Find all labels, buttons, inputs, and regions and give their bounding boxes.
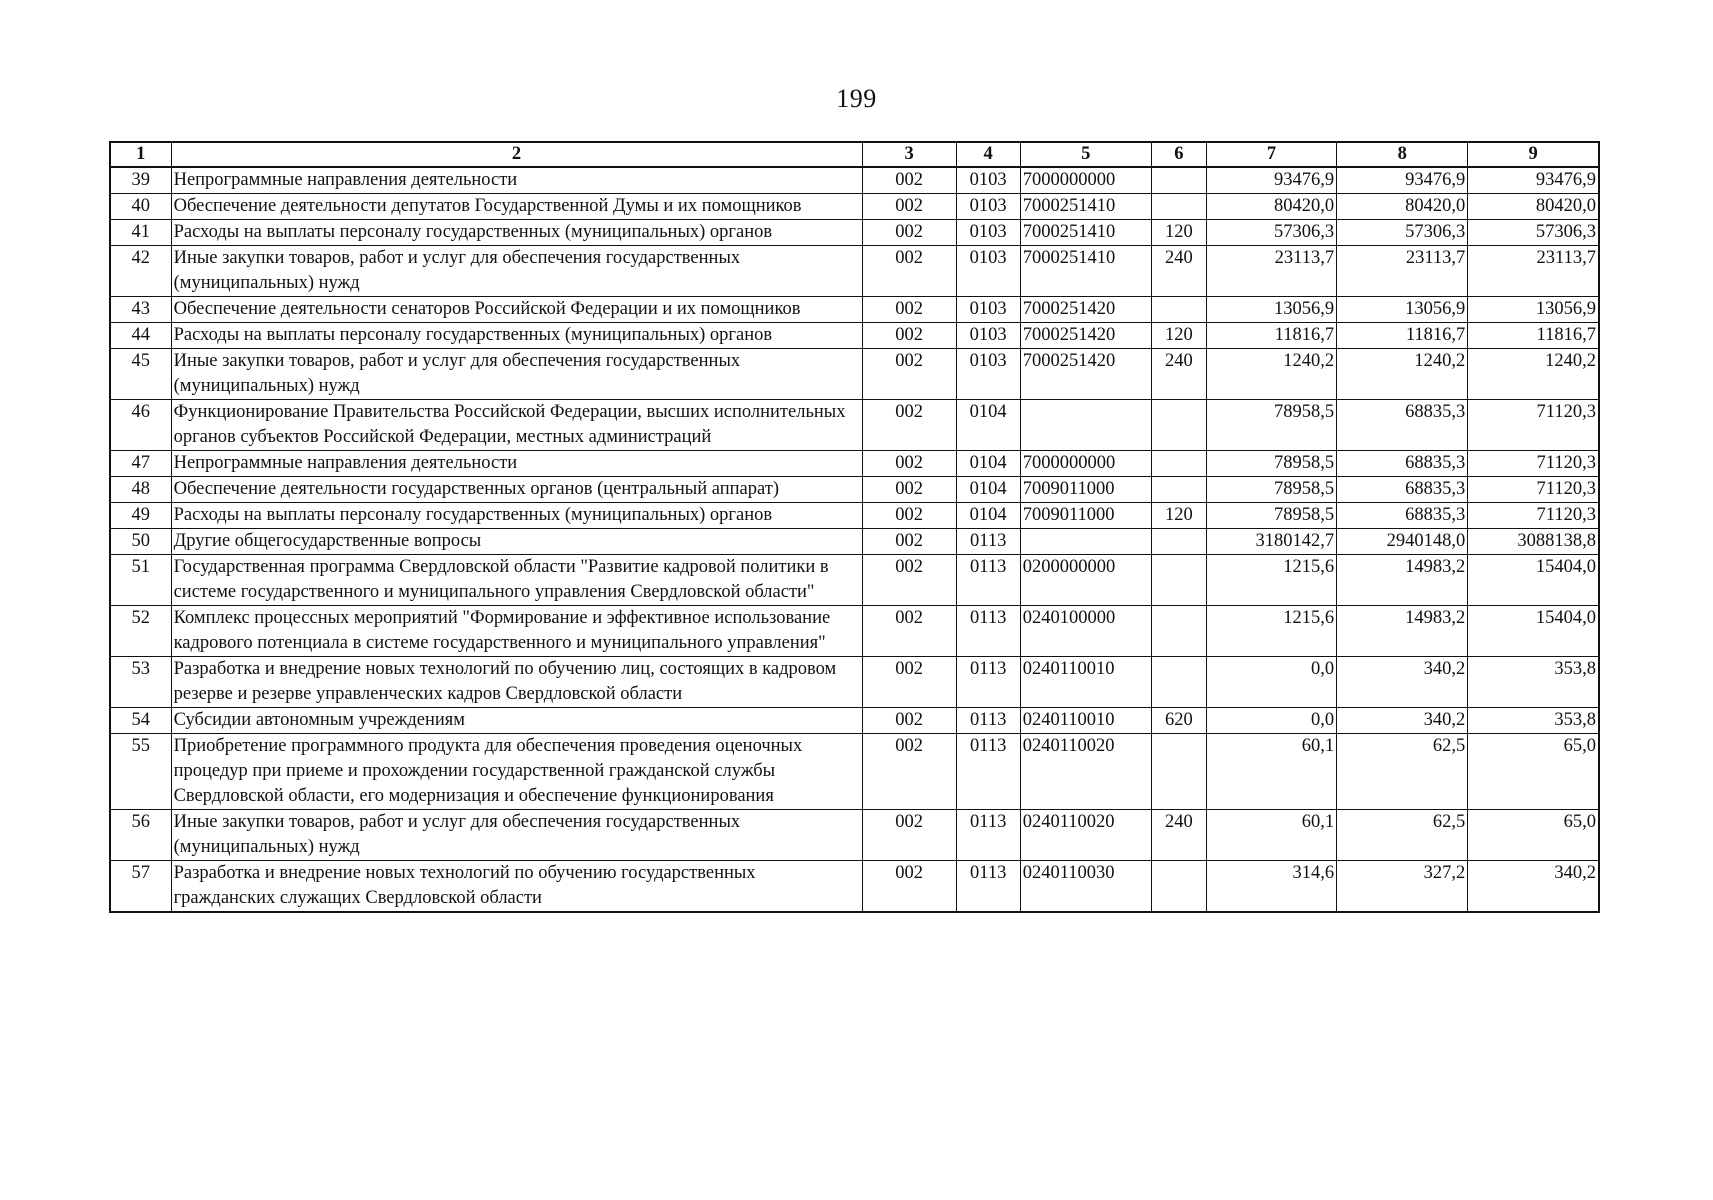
section-code: 0104 [956, 451, 1020, 477]
item-name: Субсидии автономным учреждениям [171, 708, 862, 734]
amount-col-8: 80420,0 [1337, 194, 1468, 220]
ministry-code: 002 [862, 400, 956, 451]
item-name: Расходы на выплаты персоналу государственных (муниципальных) органов [171, 323, 862, 349]
amount-col-7: 0,0 [1206, 657, 1336, 708]
ministry-code: 002 [862, 246, 956, 297]
amount-col-9: 15404,0 [1468, 606, 1599, 657]
target-article-code: 0240110010 [1020, 657, 1151, 708]
amount-col-9: 71120,3 [1468, 451, 1599, 477]
column-header: 1 [110, 142, 171, 167]
amount-col-9: 13056,9 [1468, 297, 1599, 323]
amount-col-8: 68835,3 [1337, 400, 1468, 451]
section-code: 0113 [956, 861, 1020, 913]
item-name: Комплекс процессных мероприятий "Формирование и эффективное использование кадрового потенциала в системе государственного и муниципального управления" [171, 606, 862, 657]
amount-col-8: 14983,2 [1337, 555, 1468, 606]
amount-col-9: 93476,9 [1468, 167, 1599, 194]
target-article-code: 0200000000 [1020, 555, 1151, 606]
table-row [110, 349, 1599, 400]
row-number: 47 [110, 451, 171, 477]
column-header: 5 [1020, 142, 1151, 167]
column-header: 3 [862, 142, 956, 167]
expense-type-code [1151, 297, 1206, 323]
ministry-code: 002 [862, 861, 956, 913]
target-article-code: 0240100000 [1020, 606, 1151, 657]
target-article-code: 7000251420 [1020, 349, 1151, 400]
amount-col-8: 68835,3 [1337, 503, 1468, 529]
item-name: Непрограммные направления деятельности [171, 451, 862, 477]
table-row [110, 297, 1599, 323]
target-article-code: 0240110020 [1020, 810, 1151, 861]
table-row [110, 167, 1599, 194]
section-code: 0113 [956, 657, 1020, 708]
amount-col-9: 15404,0 [1468, 555, 1599, 606]
target-article-code: 7000251420 [1020, 323, 1151, 349]
item-name: Обеспечение деятельности государственных органов (центральный аппарат) [171, 477, 862, 503]
ministry-code: 002 [862, 349, 956, 400]
section-code: 0103 [956, 194, 1020, 220]
table-row [110, 529, 1599, 555]
section-code: 0104 [956, 477, 1020, 503]
column-header: 8 [1337, 142, 1468, 167]
amount-col-8: 1240,2 [1337, 349, 1468, 400]
expense-type-code [1151, 194, 1206, 220]
table-row [110, 246, 1599, 297]
table-row [110, 451, 1599, 477]
item-name: Расходы на выплаты персоналу государственных (муниципальных) органов [171, 220, 862, 246]
section-code: 0113 [956, 810, 1020, 861]
column-header: 9 [1468, 142, 1599, 167]
item-name: Государственная программа Свердловской области "Развитие кадровой политики в системе государственного и муниципального управления Свердловской области" [171, 555, 862, 606]
table-row [110, 194, 1599, 220]
amount-col-9: 23113,7 [1468, 246, 1599, 297]
amount-col-7: 80420,0 [1206, 194, 1336, 220]
table-body [110, 167, 1599, 912]
target-article-code: 7000000000 [1020, 167, 1151, 194]
expense-type-code [1151, 477, 1206, 503]
table-row [110, 555, 1599, 606]
section-code: 0103 [956, 349, 1020, 400]
expense-type-code [1151, 657, 1206, 708]
expense-type-code: 240 [1151, 810, 1206, 861]
row-number: 43 [110, 297, 171, 323]
table-row [110, 708, 1599, 734]
item-name: Другие общегосударственные вопросы [171, 529, 862, 555]
amount-col-9: 71120,3 [1468, 477, 1599, 503]
ministry-code: 002 [862, 477, 956, 503]
expense-type-code: 120 [1151, 323, 1206, 349]
table-row [110, 734, 1599, 810]
amount-col-9: 65,0 [1468, 810, 1599, 861]
column-header: 7 [1206, 142, 1336, 167]
item-name: Разработка и внедрение новых технологий по обучению лиц, состоящих в кадровом резерве и резерве управленческих кадров Свердловской области [171, 657, 862, 708]
target-article-code: 7000000000 [1020, 451, 1151, 477]
ministry-code: 002 [862, 708, 956, 734]
expense-type-code [1151, 167, 1206, 194]
expense-type-code: 240 [1151, 349, 1206, 400]
amount-col-9: 65,0 [1468, 734, 1599, 810]
table-row [110, 220, 1599, 246]
amount-col-9: 340,2 [1468, 861, 1599, 913]
row-number: 51 [110, 555, 171, 606]
table-row [110, 503, 1599, 529]
page-number: 199 [836, 84, 877, 113]
amount-col-8: 327,2 [1337, 861, 1468, 913]
item-name: Непрограммные направления деятельности [171, 167, 862, 194]
row-number: 53 [110, 657, 171, 708]
amount-col-9: 353,8 [1468, 657, 1599, 708]
amount-col-7: 3180142,7 [1206, 529, 1336, 555]
section-code: 0103 [956, 323, 1020, 349]
table-row [110, 477, 1599, 503]
ministry-code: 002 [862, 451, 956, 477]
item-name: Обеспечение деятельности сенаторов Российской Федерации и их помощников [171, 297, 862, 323]
row-number: 49 [110, 503, 171, 529]
amount-col-7: 78958,5 [1206, 451, 1336, 477]
expense-type-code: 620 [1151, 708, 1206, 734]
item-name: Иные закупки товаров, работ и услуг для обеспечения государственных (муниципальных) нужд [171, 246, 862, 297]
row-number: 50 [110, 529, 171, 555]
section-code: 0113 [956, 555, 1020, 606]
amount-col-7: 60,1 [1206, 734, 1336, 810]
amount-col-8: 14983,2 [1337, 606, 1468, 657]
column-header: 4 [956, 142, 1020, 167]
ministry-code: 002 [862, 734, 956, 810]
ministry-code: 002 [862, 220, 956, 246]
ministry-code: 002 [862, 810, 956, 861]
amount-col-8: 93476,9 [1337, 167, 1468, 194]
amount-col-9: 353,8 [1468, 708, 1599, 734]
row-number: 52 [110, 606, 171, 657]
row-number: 45 [110, 349, 171, 400]
amount-col-8: 57306,3 [1337, 220, 1468, 246]
item-name: Обеспечение деятельности депутатов Государственной Думы и их помощников [171, 194, 862, 220]
section-code: 0103 [956, 167, 1020, 194]
row-number: 40 [110, 194, 171, 220]
amount-col-7: 60,1 [1206, 810, 1336, 861]
section-code: 0113 [956, 529, 1020, 555]
amount-col-7: 93476,9 [1206, 167, 1336, 194]
row-number: 44 [110, 323, 171, 349]
row-number: 55 [110, 734, 171, 810]
expense-type-code: 120 [1151, 503, 1206, 529]
target-article-code: 7009011000 [1020, 503, 1151, 529]
column-header: 2 [171, 142, 862, 167]
amount-col-7: 11816,7 [1206, 323, 1336, 349]
amount-col-7: 1240,2 [1206, 349, 1336, 400]
section-code: 0113 [956, 708, 1020, 734]
ministry-code: 002 [862, 606, 956, 657]
column-header: 6 [1151, 142, 1206, 167]
amount-col-9: 80420,0 [1468, 194, 1599, 220]
item-name: Расходы на выплаты персоналу государственных (муниципальных) органов [171, 503, 862, 529]
table-row [110, 861, 1599, 913]
amount-col-9: 1240,2 [1468, 349, 1599, 400]
expense-type-code [1151, 451, 1206, 477]
target-article-code: 7009011000 [1020, 477, 1151, 503]
ministry-code: 002 [862, 657, 956, 708]
expense-type-code [1151, 529, 1206, 555]
amount-col-7: 78958,5 [1206, 503, 1336, 529]
expense-type-code [1151, 606, 1206, 657]
item-name: Приобретение программного продукта для обеспечения проведения оценочных процедур при приеме и прохождении государственной гражданской службы Свердловской области, его модернизация и обеспечение функционирования [171, 734, 862, 810]
target-article-code [1020, 529, 1151, 555]
item-name: Разработка и внедрение новых технологий по обучению государственных гражданских служащих Свердловской области [171, 861, 862, 913]
ministry-code: 002 [862, 297, 956, 323]
section-code: 0103 [956, 297, 1020, 323]
row-number: 39 [110, 167, 171, 194]
amount-col-8: 2940148,0 [1337, 529, 1468, 555]
amount-col-8: 68835,3 [1337, 477, 1468, 503]
amount-col-9: 3088138,8 [1468, 529, 1599, 555]
amount-col-7: 78958,5 [1206, 477, 1336, 503]
table-row [110, 400, 1599, 451]
target-article-code: 7000251410 [1020, 194, 1151, 220]
ministry-code: 002 [862, 167, 956, 194]
amount-col-8: 340,2 [1337, 657, 1468, 708]
row-number: 56 [110, 810, 171, 861]
target-article-code: 0240110030 [1020, 861, 1151, 913]
row-number: 57 [110, 861, 171, 913]
amount-col-7: 57306,3 [1206, 220, 1336, 246]
amount-col-8: 340,2 [1337, 708, 1468, 734]
ministry-code: 002 [862, 323, 956, 349]
target-article-code: 0240110020 [1020, 734, 1151, 810]
amount-col-7: 1215,6 [1206, 555, 1336, 606]
header-row [110, 142, 1599, 167]
item-name: Функционирование Правительства Российской Федерации, высших исполнительных органов субъектов Российской Федерации, местных администраций [171, 400, 862, 451]
section-code: 0104 [956, 400, 1020, 451]
ministry-code: 002 [862, 194, 956, 220]
amount-col-8: 13056,9 [1337, 297, 1468, 323]
table-row [110, 606, 1599, 657]
section-code: 0103 [956, 246, 1020, 297]
section-code: 0113 [956, 606, 1020, 657]
item-name: Иные закупки товаров, работ и услуг для обеспечения государственных (муниципальных) нужд [171, 349, 862, 400]
target-article-code [1020, 400, 1151, 451]
item-name: Иные закупки товаров, работ и услуг для обеспечения государственных (муниципальных) нужд [171, 810, 862, 861]
amount-col-8: 23113,7 [1337, 246, 1468, 297]
amount-col-7: 23113,7 [1206, 246, 1336, 297]
target-article-code: 7000251410 [1020, 220, 1151, 246]
budget-table [109, 141, 1600, 913]
amount-col-9: 71120,3 [1468, 400, 1599, 451]
row-number: 54 [110, 708, 171, 734]
ministry-code: 002 [862, 529, 956, 555]
expense-type-code: 120 [1151, 220, 1206, 246]
row-number: 46 [110, 400, 171, 451]
amount-col-9: 11816,7 [1468, 323, 1599, 349]
table-row [110, 323, 1599, 349]
amount-col-8: 62,5 [1337, 734, 1468, 810]
amount-col-7: 1215,6 [1206, 606, 1336, 657]
amount-col-7: 13056,9 [1206, 297, 1336, 323]
target-article-code: 0240110010 [1020, 708, 1151, 734]
target-article-code: 7000251420 [1020, 297, 1151, 323]
expense-type-code [1151, 400, 1206, 451]
row-number: 42 [110, 246, 171, 297]
row-number: 48 [110, 477, 171, 503]
amount-col-9: 71120,3 [1468, 503, 1599, 529]
amount-col-9: 57306,3 [1468, 220, 1599, 246]
target-article-code: 7000251410 [1020, 246, 1151, 297]
expense-type-code [1151, 861, 1206, 913]
amount-col-8: 62,5 [1337, 810, 1468, 861]
row-number: 41 [110, 220, 171, 246]
expense-type-code [1151, 555, 1206, 606]
section-code: 0104 [956, 503, 1020, 529]
amount-col-7: 314,6 [1206, 861, 1336, 913]
expense-type-code: 240 [1151, 246, 1206, 297]
amount-col-7: 0,0 [1206, 708, 1336, 734]
ministry-code: 002 [862, 555, 956, 606]
expense-type-code [1151, 734, 1206, 810]
amount-col-7: 78958,5 [1206, 400, 1336, 451]
amount-col-8: 68835,3 [1337, 451, 1468, 477]
section-code: 0103 [956, 220, 1020, 246]
table-row [110, 657, 1599, 708]
section-code: 0113 [956, 734, 1020, 810]
amount-col-8: 11816,7 [1337, 323, 1468, 349]
ministry-code: 002 [862, 503, 956, 529]
table-row [110, 810, 1599, 861]
